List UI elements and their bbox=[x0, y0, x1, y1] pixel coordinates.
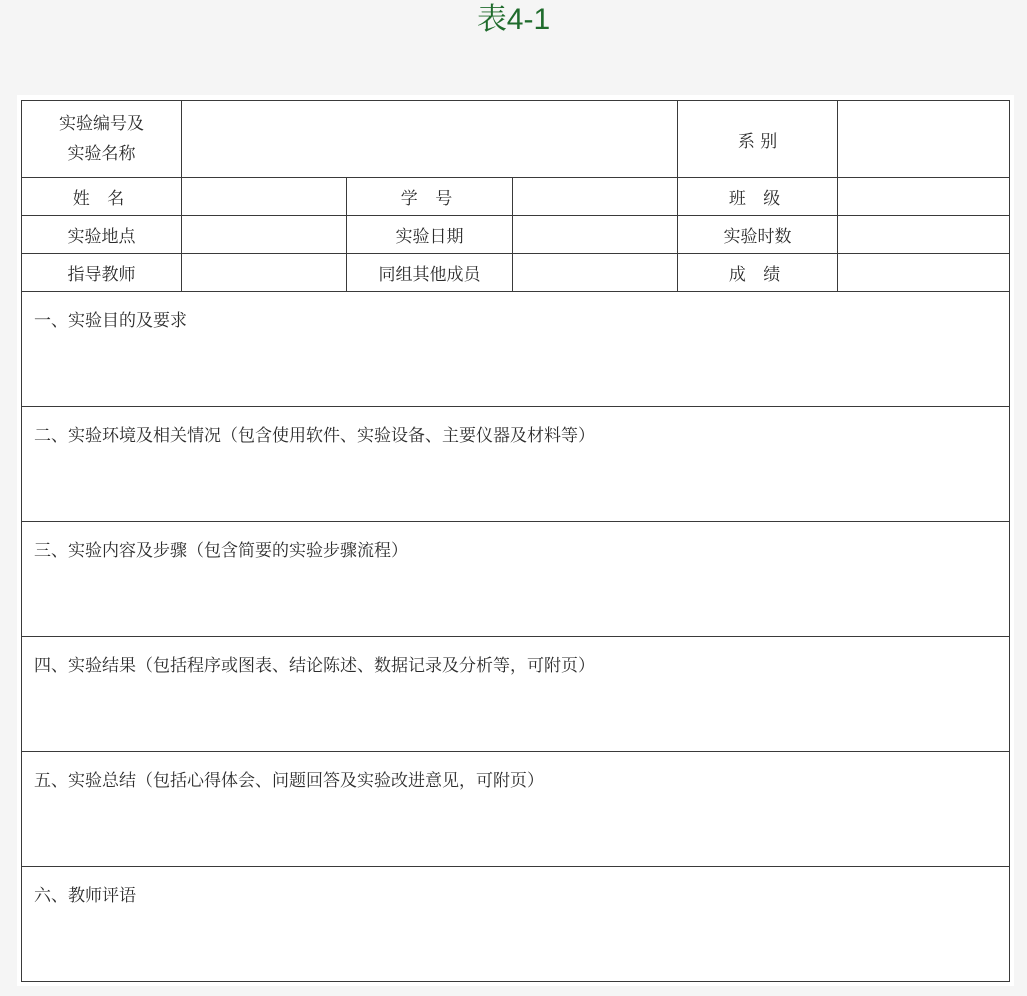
section-summary[interactable] bbox=[22, 752, 1010, 867]
section-heading: 五、实验总结（包括心得体会、问题回答及实验改进意见，可附页） bbox=[34, 771, 544, 791]
form-row-student bbox=[22, 178, 1010, 216]
section-teacher-comments[interactable] bbox=[22, 867, 1010, 982]
form-row-experiment bbox=[22, 101, 1010, 178]
class-label: 班 级 bbox=[678, 178, 838, 216]
group-members-label: 同组其他成员 bbox=[347, 254, 513, 292]
section-heading: 六、教师评语 bbox=[34, 886, 136, 906]
form-row-staff bbox=[22, 254, 1010, 292]
date-label: 实验日期 bbox=[347, 216, 513, 254]
exp-no-name-field[interactable] bbox=[182, 101, 678, 178]
student-id-field[interactable] bbox=[513, 178, 678, 216]
department-field[interactable] bbox=[838, 101, 1010, 178]
section-environment[interactable] bbox=[22, 407, 1010, 522]
exp-no-name-label bbox=[22, 101, 182, 178]
form-row-schedule bbox=[22, 216, 1010, 254]
class-field[interactable] bbox=[838, 178, 1010, 216]
section-heading: 四、实验结果（包括程序或图表、结论陈述、数据记录及分析等，可附页） bbox=[34, 656, 595, 676]
section-row bbox=[22, 407, 1010, 522]
location-label: 实验地点 bbox=[22, 216, 182, 254]
section-objectives[interactable] bbox=[22, 292, 1010, 407]
department-label: 系 别 bbox=[678, 101, 838, 178]
section-row bbox=[22, 522, 1010, 637]
page-title: 表4-1 bbox=[476, 3, 551, 36]
exp-no-name-label-line1: 实验编号及 bbox=[59, 114, 144, 134]
date-field[interactable] bbox=[513, 216, 678, 254]
hours-field[interactable] bbox=[838, 216, 1010, 254]
instructor-label: 指导教师 bbox=[22, 254, 182, 292]
section-row bbox=[22, 637, 1010, 752]
experiment-report-form bbox=[21, 100, 1010, 982]
student-id-label: 学 号 bbox=[347, 178, 513, 216]
exp-no-name-label-line2: 实验名称 bbox=[67, 144, 136, 164]
hours-label: 实验时数 bbox=[678, 216, 838, 254]
section-results[interactable] bbox=[22, 637, 1010, 752]
name-field[interactable] bbox=[182, 178, 347, 216]
section-heading: 二、实验环境及相关情况（包含使用软件、实验设备、主要仪器及材料等） bbox=[34, 426, 595, 446]
section-procedure[interactable] bbox=[22, 522, 1010, 637]
section-heading: 一、实验目的及要求 bbox=[34, 311, 187, 331]
score-label: 成 绩 bbox=[678, 254, 838, 292]
section-row bbox=[22, 292, 1010, 407]
section-heading: 三、实验内容及步骤（包含简要的实验步骤流程） bbox=[34, 541, 408, 561]
score-field[interactable] bbox=[838, 254, 1010, 292]
instructor-field[interactable] bbox=[182, 254, 347, 292]
location-field[interactable] bbox=[182, 216, 347, 254]
name-label: 姓 名 bbox=[22, 178, 182, 216]
group-members-field[interactable] bbox=[513, 254, 678, 292]
section-row bbox=[22, 867, 1010, 982]
section-row bbox=[22, 752, 1010, 867]
